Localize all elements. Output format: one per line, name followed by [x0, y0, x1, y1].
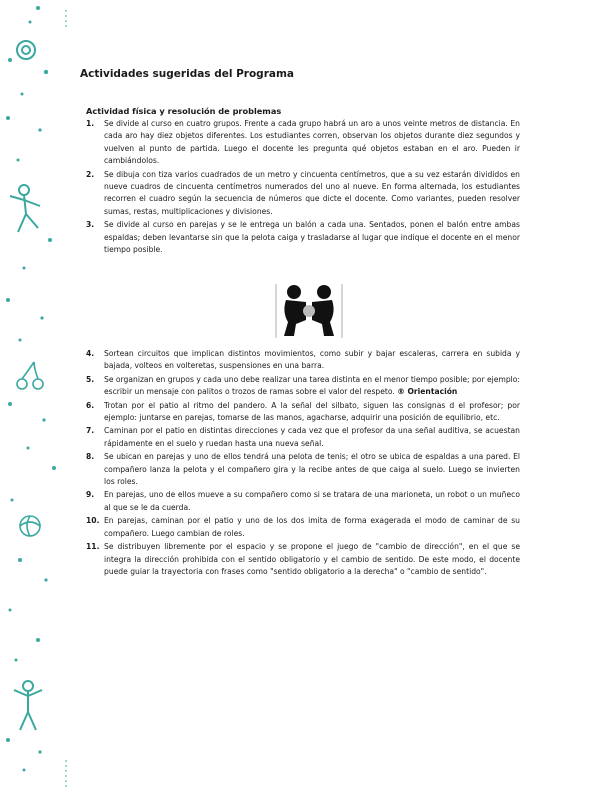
list-item — [80, 374, 520, 399]
ball-icon — [20, 516, 40, 536]
item-text: Caminan por el patio en distintas direcciones y cada vez que el profesor da una señal auditiva, se acuestan rápidamente en el suelo y ruedan hasta una nueva señal. — [104, 426, 520, 448]
item-text: En parejas, caminan por el patio y uno de los dos imita de forma exagerada el modo de caminar de su compañero. Luego cambian de roles. — [104, 516, 520, 538]
orientacion-link[interactable]: ® Orientación — [397, 387, 458, 397]
item-text: Sortean circuitos que implican distintos movimientos, como subir y bajar escaleras, carrera en subida y bajada, volteos en volteretas, suspensiones en una barra. — [104, 349, 520, 371]
decorative-margin — [0, 0, 70, 800]
item-number: 5. — [86, 374, 95, 384]
list-item — [80, 219, 520, 256]
list-item — [80, 489, 520, 514]
item-text: Se dibuja con tiza varios cuadrados de un metro y cincuenta centímetros, que a su vez estarán divididos en nueve cuadros de cincuenta centímetros numerados del uno al nueve. En forma alternada, los estudiantes recorren el cuadro según la secuencia de números que dicte el docente. Como variantes, pueden resolver sumas, restas, multiplicaciones y divisiones. — [104, 169, 520, 216]
item-number: 7. — [86, 426, 95, 436]
item-number: 2. — [86, 169, 95, 179]
list-item — [80, 118, 520, 168]
list-item — [80, 541, 520, 578]
activities-list-part1 — [80, 118, 520, 257]
cherries-icon — [17, 362, 43, 389]
item-number: 9. — [86, 490, 95, 500]
item-number: 11. — [86, 542, 100, 552]
section-title: Actividad física y resolución de problemas — [86, 106, 282, 116]
item-text: Se organizan en grupos y cada uno debe realizar una tarea distinta en el menor tiempo posible; por ejemplo: escribir un mensaje con palitos o trozos de ramas sobre el valor del respeto. — [104, 374, 520, 397]
item-number: 8. — [86, 452, 95, 462]
item-text: En parejas, uno de ellos mueve a su compañero como si se tratara de una marioneta, un robot o un muñeco al que se le da cuerda. — [104, 490, 520, 512]
list-item — [80, 425, 520, 450]
item-number: 6. — [86, 400, 95, 410]
item-text: Se ubican en parejas y uno de ellos tendrá una pelota de tenis; el otro se ubica de espaldas a una pared. El compañero lanza la pelota y el compañero gira y la recibe antes de que caiga al suelo. Luego se invierten los roles. — [104, 452, 520, 487]
item-number: 10. — [86, 516, 100, 526]
list-item — [80, 451, 520, 488]
swirl-icon — [17, 41, 35, 59]
child-figure-icon — [14, 681, 42, 730]
list-item — [80, 169, 520, 219]
page-title: Actividades sugeridas del Programa — [80, 68, 294, 80]
item-number: 3. — [86, 220, 95, 230]
item-text: Se divide al curso en parejas y se le entrega un balón a cada una. Sentados, ponen el balón entre ambas espaldas; deben levantarse sin que la pelota caiga y trasladarse al lugar que indique el docente en el menor tiempo posible. — [104, 220, 520, 255]
activities-list-part2 — [80, 348, 520, 579]
list-item — [80, 400, 520, 425]
list-item — [80, 348, 520, 373]
back-to-back-illustration — [272, 280, 346, 342]
item-number: 1. — [86, 119, 95, 128]
list-item — [80, 515, 520, 540]
item-text: Trotan por el patio al ritmo del pandero. A la señal del silbato, siguen las consignas d el profesor; por ejemplo: juntarse en parejas, tomarse de las manos, agacharse, adquirir una posición de equilibrio, etc. — [104, 400, 520, 423]
item-text: Se divide al curso en cuatro grupos. Frente a cada grupo habrá un aro a unos veinte metros de distancia. En cada aro hay diez objetos diferentes. Los estudiantes corren, observan los objetos durante diez segundos y vuelven al punto de partida. Luego el docente les pregunta qué objetos estaban en el aro. Pueden ir cambiándolos. — [104, 119, 520, 166]
item-text: Se distribuyen libremente por el espacio y se propone el juego de "cambio de dirección", en el que se integra la dirección prohibida con el sentido obligatorio y el cambio de sentido. De este modo, el docente puede guiar la trayectoria con frases como "sentido obligatorio a la derecha" o "cambio de sentido". — [104, 542, 520, 576]
child-figure-icon — [10, 185, 40, 232]
item-number: 4. — [86, 349, 95, 358]
